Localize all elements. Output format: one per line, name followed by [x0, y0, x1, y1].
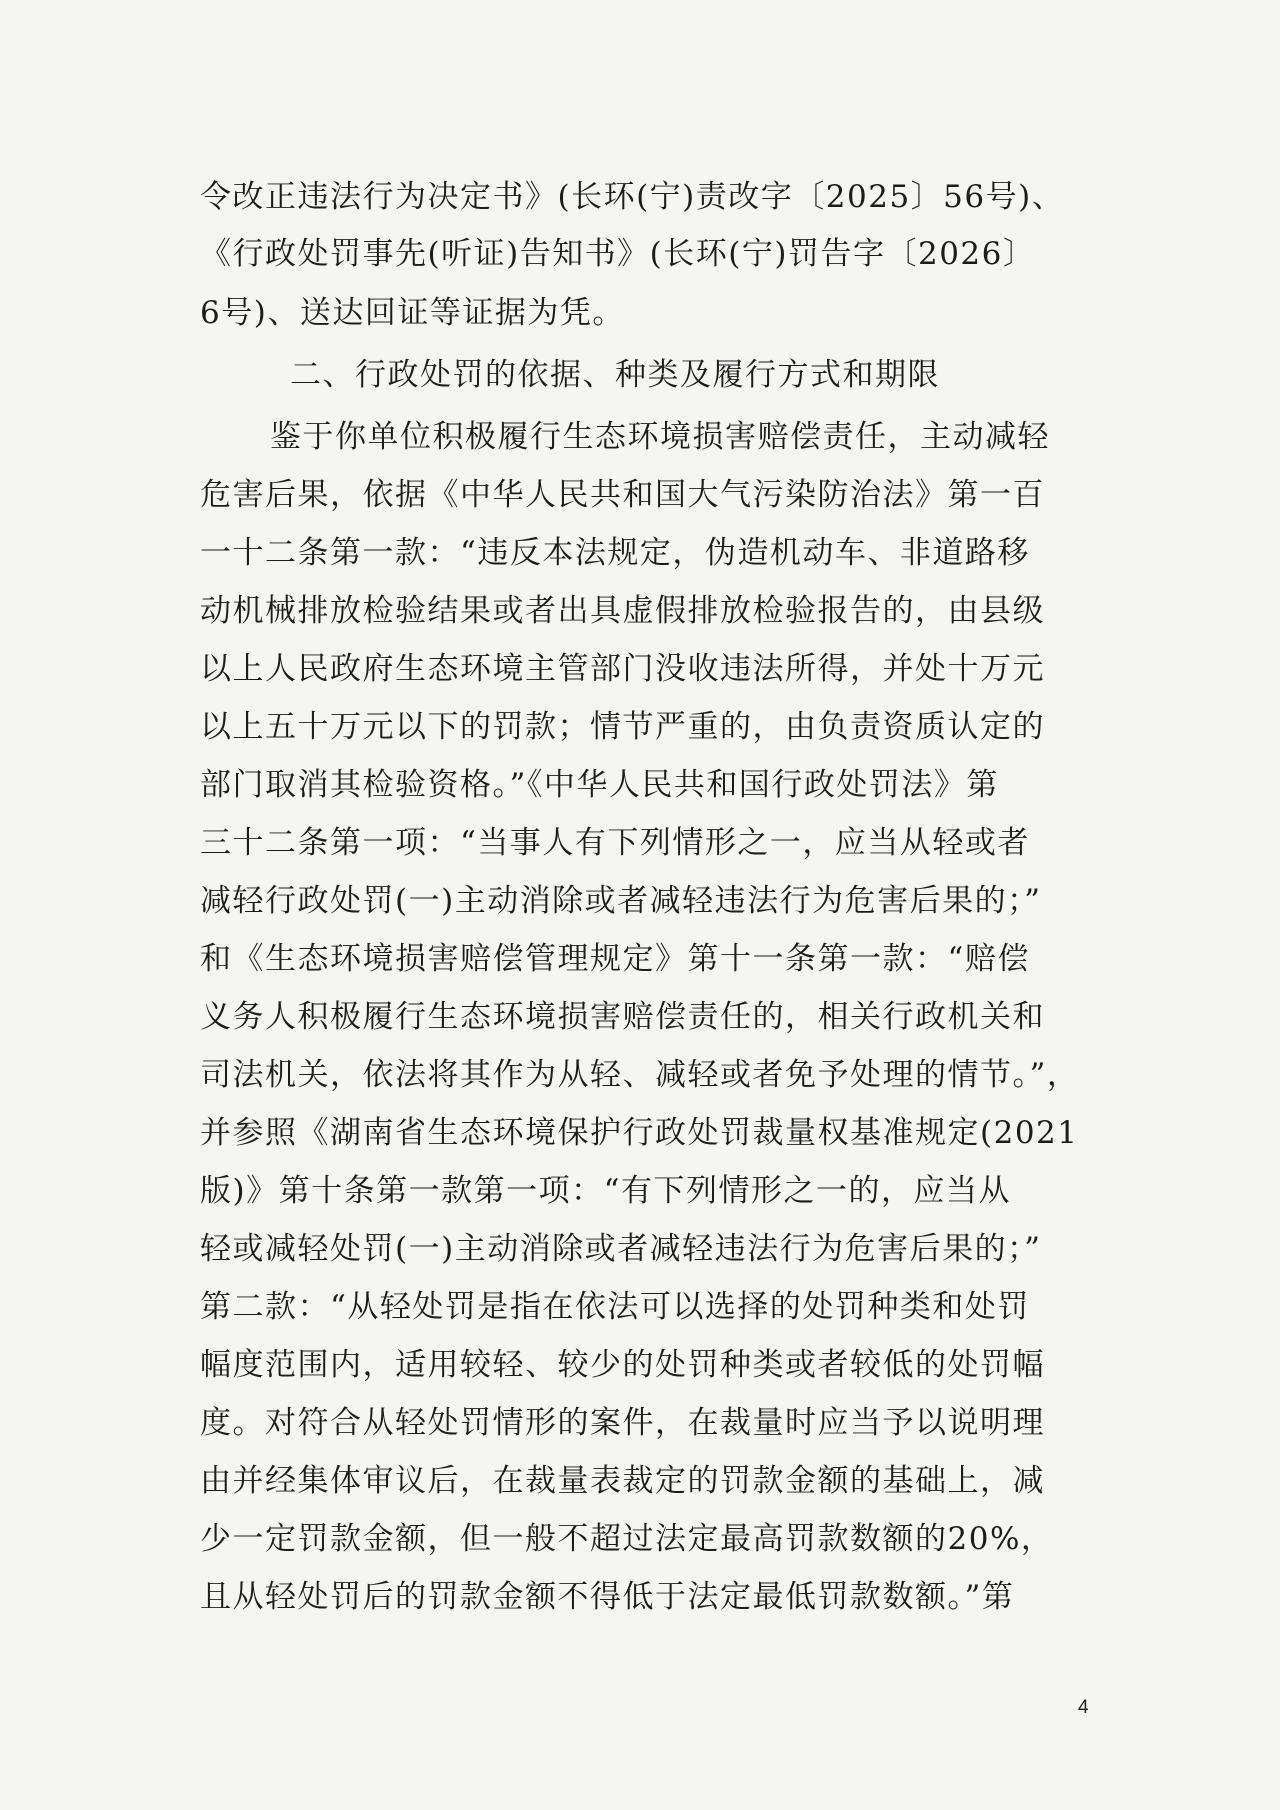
- body-line-4: 鉴于你单位积极履行生态环境损害赔偿责任，主动减轻: [270, 419, 1050, 455]
- body-line-16: 并参照《湖南省生态环境保护行政处罚裁量权基准规定(2021: [200, 1115, 1079, 1151]
- body-line-21: 度。对符合从轻处罚情形的案件，在裁量时应当予以说明理: [200, 1405, 1045, 1441]
- body-line-22: 由并经集体审议后，在裁量表裁定的罚款金额的基础上，减: [200, 1463, 1045, 1499]
- section-heading: 二、行政处罚的依据、种类及履行方式和期限: [290, 357, 940, 393]
- body-line-18: 轻或减轻处罚(一)主动消除或者减轻违法行为危害后果的；”: [200, 1231, 1042, 1267]
- body-line-24: 且从轻处罚后的罚款金额不得低于法定最低罚款数额。”第: [200, 1579, 1015, 1615]
- body-line-14: 义务人积极履行生态环境损害赔偿责任的，相关行政机关和: [200, 999, 1045, 1035]
- body-line-11: 三十二条第一项：“当事人有下列情形之一，应当从轻或者: [200, 825, 1030, 861]
- body-line-12: 减轻行政处罚(一)主动消除或者减轻违法行为危害后果的；”: [200, 883, 1042, 919]
- body-line-13: 和《生态环境损害赔偿管理规定》第十一条第一款：“赔偿: [200, 941, 1030, 977]
- body-line-15: 司法机关，依法将其作为从轻、减轻或者免予处理的情节。”，: [200, 1057, 1080, 1093]
- body-line-9: 以上五十万元以下的罚款；情节严重的，由负责资质认定的: [200, 709, 1045, 745]
- body-line-1: 令改正违法行为决定书》(长环(宁)责改字〔2025〕56号)、: [200, 179, 1065, 215]
- body-line-23: 少一定罚款金额，但一般不超过法定最高罚款数额的20%，: [200, 1521, 1054, 1557]
- body-line-19: 第二款：“从轻处罚是指在依法可以选择的处罚种类和处罚: [200, 1289, 1030, 1325]
- body-line-2: 《行政处罚事先(听证)告知书》(长环(宁)罚告字〔2026〕: [200, 236, 1036, 272]
- page-number: 4: [1078, 1697, 1089, 1718]
- body-line-17: 版)》第十条第一款第一项：“有下列情形之一的，应当从: [200, 1173, 1011, 1209]
- body-line-6: 一十二条第一款：“违反本法规定，伪造机动车、非道路移: [200, 535, 1030, 571]
- body-line-3: 6号)、送达回证等证据为凭。: [200, 295, 625, 331]
- body-line-5: 危害后果，依据《中华人民共和国大气污染防治法》第一百: [200, 477, 1045, 513]
- body-line-20: 幅度范围内，适用较轻、较少的处罚种类或者较低的处罚幅: [200, 1347, 1045, 1383]
- body-line-7: 动机械排放检验结果或者出具虚假排放检验报告的，由县级: [200, 593, 1045, 629]
- body-line-8: 以上人民政府生态环境主管部门没收违法所得，并处十万元: [200, 651, 1045, 687]
- body-line-10: 部门取消其检验资格。”《中华人民共和国行政处罚法》第: [200, 767, 999, 803]
